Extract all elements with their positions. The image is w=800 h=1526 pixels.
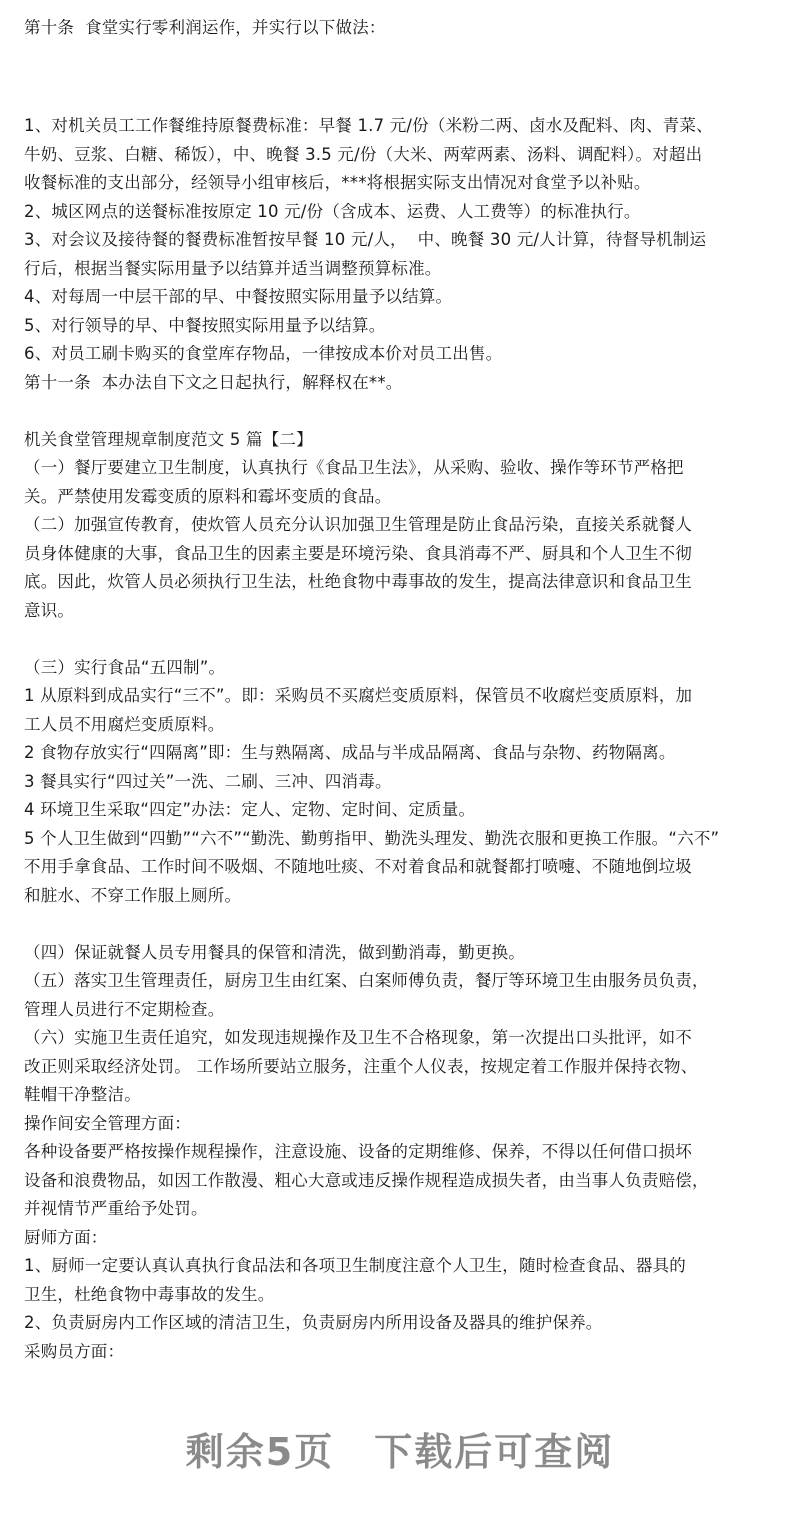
paragraph-line: （二）加强宣传教育，使炊管人员充分认识加强卫生管理是防止食品污染，直接关系就餐人	[24, 515, 692, 534]
subsection-heading: 采购员方面：	[24, 1341, 125, 1361]
paragraph-line: 3 餐具实行“四过关”一洗、二刷、三冲、四消毒。	[24, 771, 392, 791]
paragraph-line: （一）餐厅要建立卫生制度，认真执行《食品卫生法》，从采购、验收、操作等环节严格把	[24, 458, 684, 477]
paragraph-line: 意识。	[24, 600, 75, 620]
paragraph-line: 5、对行领导的早、中餐按照实际用量予以结算。	[24, 315, 386, 335]
paragraph-line: 设备和浪费物品，如因工作散漫、粗心大意或违反操作规程造成损失者，由当事人负责赔偿，	[24, 1170, 709, 1190]
section-title: 机关食堂管理规章制度范文 5 篇【二】	[24, 429, 313, 449]
paragraph-line: （四）保证就餐人员专用餐具的保管和清洗，做到勤消毒，勤更换。	[24, 942, 525, 962]
article-eleven: 第十一条 本办法自下文之日起执行，解释权在**。	[24, 372, 403, 392]
paragraph-line: （三）实行食品“五四制”。	[24, 657, 226, 677]
article-ten-heading: 第十条 食堂实行零利润运作，并实行以下做法：	[24, 18, 386, 37]
paragraph-line: （五）落实卫生管理责任，厨房卫生由红案、白案师傅负责，餐厅等环境卫生由服务员负责，	[24, 971, 709, 990]
paragraph-line: 各种设备要严格按操作规程操作，注意设施、设备的定期维修、保养，不得以任何借口损坏	[24, 1142, 692, 1161]
paragraph-line: 4 环境卫生采取“四定”办法：定人、定物、定时间、定质量。	[24, 800, 476, 819]
subsection-heading: 厨师方面：	[24, 1227, 108, 1247]
paragraph-line: 卫生，杜绝食物中毒事故的发生。	[24, 1284, 275, 1304]
paragraph-line: （六）实施卫生责任追究，如发现违规操作及卫生不合格现象，第一次提出口头批评，如不	[24, 1028, 692, 1047]
download-prompt[interactable]	[0, 1424, 800, 1480]
paragraph-line: 收餐标准的支出部分，经领导小组审核后，***将根据实际支出情况对食堂予以补贴。	[24, 173, 651, 192]
paragraph-line: 1、厨师一定要认真认真执行食品法和各项卫生制度注意个人卫生，随时检查食品、器具的	[24, 1256, 686, 1275]
download-to-view-text: 下载后可查阅	[374, 1430, 615, 1474]
paragraph-line: 工人员不用腐烂变质原料。	[24, 714, 225, 734]
paragraph-line: 2 食物存放实行“四隔离”即：生与熟隔离、成品与半成品隔离、食品与杂物、药物隔离。	[24, 743, 676, 762]
paragraph-line: 1 从原料到成品实行“三不”。即：采购员不买腐烂变质原料，保管员不收腐烂变质原料，加	[24, 686, 693, 705]
remaining-pages-text: 剩余5页	[185, 1430, 335, 1474]
paragraph-line: 管理人员进行不定期检查。	[24, 999, 225, 1019]
paragraph-line: 行后，根据当餐实际用量予以结算并适当调整预算标准。	[24, 258, 442, 278]
paragraph-line: 员身体健康的大事，食品卫生的因素主要是环境污染、食具消毒不严、厨具和个人卫生不彻	[24, 543, 692, 563]
paragraph-line: 5 个人卫生做到“四勤”“六不”“勤洗、勤剪指甲、勤洗头理发、勤洗衣服和更换工作服。“六不”	[24, 828, 720, 848]
paragraph-line: 2、负责厨房内工作区域的清洁卫生，负责厨房内所用设备及器具的维护保养。	[24, 1313, 603, 1332]
paragraph-line: 2、城区网点的送餐标准按原定 10 元/份（含成本、运费、人工费等）的标准执行。	[24, 201, 641, 221]
paragraph-line: 和脏水、不穿工作服上厕所。	[24, 885, 242, 905]
paragraph-line: 关。严禁使用发霉变质的原料和霉坏变质的食品。	[24, 486, 392, 506]
paragraph-line: 鞋帽干净整洁。	[24, 1085, 141, 1104]
paragraph-line: 改正则采取经济处罚。 工作场所要站立服务，注重个人仪表，按规定着工作服并保持衣物、	[24, 1056, 698, 1076]
paragraph-line: 并视情节严重给予处罚。	[24, 1199, 208, 1218]
paragraph-line: 牛奶、豆浆、白糖、稀饭），中、晚餐 3.5 元/份（大米、两荤两素、汤料、调配料）。对超出	[24, 144, 703, 164]
subsection-heading: 操作间安全管理方面：	[24, 1113, 191, 1133]
paragraph-line: 底。因此，炊管人员必须执行卫生法，杜绝食物中毒事故的发生，提高法律意识和食品卫生	[24, 572, 692, 591]
paragraph-line: 6、对员工刷卡购买的食堂库存物品，一律按成本价对员工出售。	[24, 344, 503, 363]
paragraph-line: 1、对机关员工工作餐维持原餐费标准：早餐 1.7 元/份（米粉二两、卤水及配料、肉、青菜、	[24, 116, 713, 135]
paragraph-line: 3、对会议及接待餐的餐费标准暂按早餐 10 元/人， 中、晚餐 30 元/人计算，待督导机制运	[24, 230, 707, 249]
document-body	[24, 0, 782, 1366]
paragraph-line: 不用手拿食品、工作时间不吸烟、不随地吐痰、不对着食品和就餐都打喷嚏、不随地倒垃圾	[24, 857, 692, 876]
paragraph-line: 4、对每周一中层干部的早、中餐按照实际用量予以结算。	[24, 287, 453, 306]
